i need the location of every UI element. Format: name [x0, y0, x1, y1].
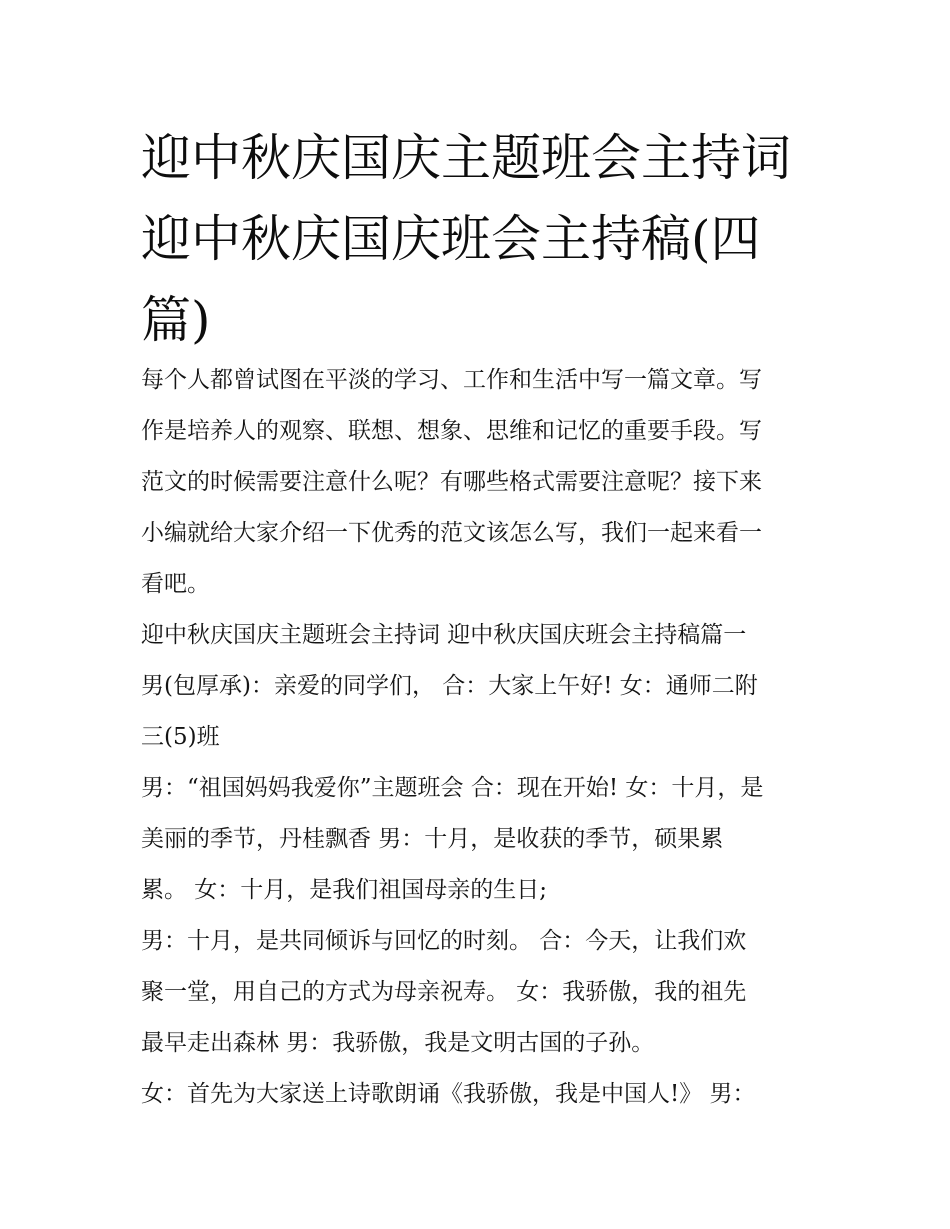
text-line: 迎中秋庆国庆主题班会主持词 迎中秋庆国庆班会主持稿篇一 — [141, 622, 747, 648]
text-line: 男(包厚承)：亲爱的同学们， 合：大家上午好! 女：通师二附 — [141, 673, 758, 699]
script-paragraph — [141, 763, 831, 916]
text-line: 聚一堂，用自己的方式为母亲祝寿。 女：我骄傲，我的祖先 — [141, 979, 747, 1005]
text-line: 男：“祖国妈妈我爱你”主题班会 合：现在开始! 女：十月，是 — [141, 775, 764, 801]
text-line: 每个人都曾试图在平淡的学习、工作和生活中写一篇文章。写 — [141, 367, 762, 393]
title-line: 迎中秋庆国庆主题班会主持词 — [141, 129, 791, 187]
title-line: 篇) — [141, 291, 211, 349]
document-title — [141, 118, 821, 361]
text-line: 看吧。 — [141, 571, 210, 597]
text-line: 小编就给大家介绍一下优秀的范文该怎么写，我们一起来看一 — [141, 520, 762, 546]
script-paragraph — [141, 916, 831, 1069]
title-line: 迎中秋庆国庆班会主持稿(四 — [141, 210, 761, 268]
text-line: 男：十月，是共同倾诉与回忆的时刻。 合：今天，让我们欢 — [141, 928, 747, 954]
text-line: 三(5)班 — [141, 724, 220, 750]
text-line: 累。 女：十月，是我们祖国母亲的生日; — [141, 877, 548, 903]
intro-paragraph — [141, 355, 831, 610]
text-line: 最早走出森林 男：我骄傲，我是文明古国的子孙。 — [141, 1030, 655, 1056]
text-line: 范文的时候需要注意什么呢？有哪些格式需要注意呢？接下来 — [141, 469, 762, 495]
text-line: 女：首先为大家送上诗歌朗诵《我骄傲，我是中国人!》 男： — [141, 1081, 756, 1107]
document-body — [141, 355, 831, 1120]
script-paragraph — [141, 1069, 831, 1120]
section-heading-paragraph — [141, 610, 831, 763]
text-line: 作是培养人的观察、联想、想象、思维和记忆的重要手段。写 — [141, 418, 762, 444]
text-line: 美丽的季节，丹桂飘香 男：十月，是收获的季节，硕果累 — [141, 826, 724, 852]
